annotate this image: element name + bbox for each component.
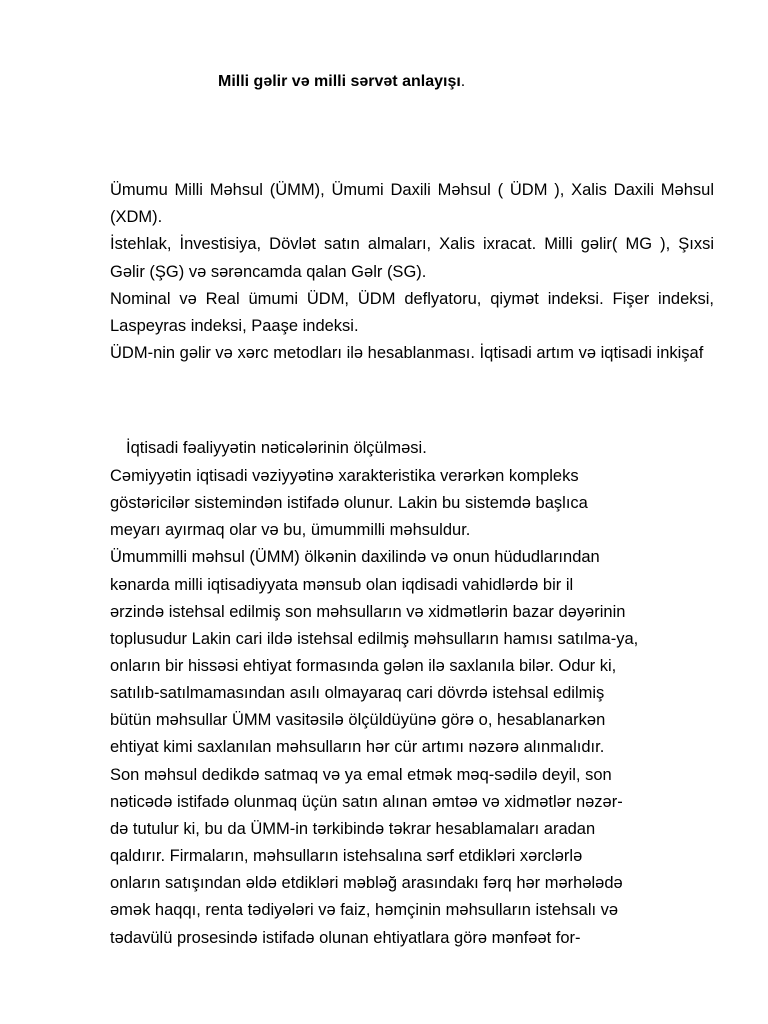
body-line: ərzində istehsal edilmiş son məhsulların və xidmətlərin bazar dəyərinin bbox=[110, 603, 626, 621]
body-line: Ümummilli məhsul (ÜMM) ölkənin daxilində və onun hüdudlarından bbox=[110, 548, 600, 566]
body-line: onların bir hissəsi ehtiyat formasında gələn ilə saxlanıla bilər. Odur ki, bbox=[110, 657, 617, 675]
body-line: göstəricilər sistemindən istifadə olunur. Lakin bu sistemdə başlıca bbox=[110, 494, 588, 512]
body-line: toplusudur Lakin cari ildə istehsal edilmiş məhsulların hamısı satılma-ya, bbox=[110, 630, 639, 648]
body-line: satılıb-satılmamasından asılı olmayaraq cari dövrdə istehsal edilmiş bbox=[110, 684, 605, 702]
body-line: Cəmiyyətin iqtisadi vəziyyətinə xarakteristika verərkən kompleks bbox=[110, 467, 579, 485]
body-line: Son məhsul dedikdə satmaq və ya emal etmək məq-sədilə deyil, son bbox=[110, 766, 612, 784]
body-line: meyarı ayırmaq olar və bu, ümummilli məhsuldur. bbox=[110, 521, 471, 539]
topic-paragraph: Nominal və Real ümumi ÜDM, ÜDM deflyatoru, qiymət indeksi. Fişer indeksi, Laspeyras indeksi, Paaşe indeksi. bbox=[110, 289, 714, 336]
body-line: də tutulur ki, bu da ÜMM-in tərkibində təkrar hesablamaları aradan bbox=[110, 820, 596, 838]
body-line: bütün məhsullar ÜMM vasitəsilə ölçüldüyünə görə o, hesablanarkən bbox=[110, 711, 606, 729]
document-title-period: . bbox=[460, 73, 466, 90]
body-line: qaldırır. Firmaların, məhsulların istehsalına sərf etdikləri xərclərlə bbox=[110, 847, 583, 865]
body-line: tədavülü prosesində istifadə olunan ehtiyatlara görə mənfəət for- bbox=[110, 929, 581, 947]
topic-paragraph: İstehlak, İnvestisiya, Dövlət satın almaları, Xalis ixracat. Milli gəlir( MG ), Şıxsi Gəlir (ŞG) və sərəncamda qalan Gəlr (SG). bbox=[110, 235, 714, 281]
body-line: kənarda milli iqtisadiyyata mənsub olan iqdisadi vahidlərdə bir il bbox=[110, 576, 574, 594]
topic-paragraph: ÜDM-nin gəlir və xərc metodları ilə hesablanması. İqtisadi artım və iqtisadi inkişaf bbox=[110, 344, 704, 363]
body-line: əmək haqqı, renta tədiyələri və faiz, həmçinin məhsulların istehsalı və bbox=[110, 901, 619, 919]
body-line: ehtiyat kimi saxlanılan məhsulların hər cür artımı nəzərə alınmalıdır. bbox=[110, 738, 605, 756]
document-title-text: Milli gəlir və milli sərvət anlayışı bbox=[218, 73, 461, 90]
topic-paragraph: Ümumu Milli Məhsul (ÜMM), Ümumi Daxili Məhsul ( ÜDM ), Xalis Daxili Məhsul (XDM). bbox=[110, 181, 714, 227]
body-line: onların satışından əldə etdikləri məbləğ arasındakı fərq hər mərhələdə bbox=[110, 874, 623, 892]
section-heading: İqtisadi fəaliyyətin nəticələrinin ölçülməsi. bbox=[126, 439, 427, 457]
topics-block bbox=[110, 177, 714, 367]
document-title bbox=[218, 71, 465, 93]
body-line: nəticədə istifadə olunmaq üçün satın alınan əmtəə və xidmətlər nəzər- bbox=[110, 793, 623, 811]
